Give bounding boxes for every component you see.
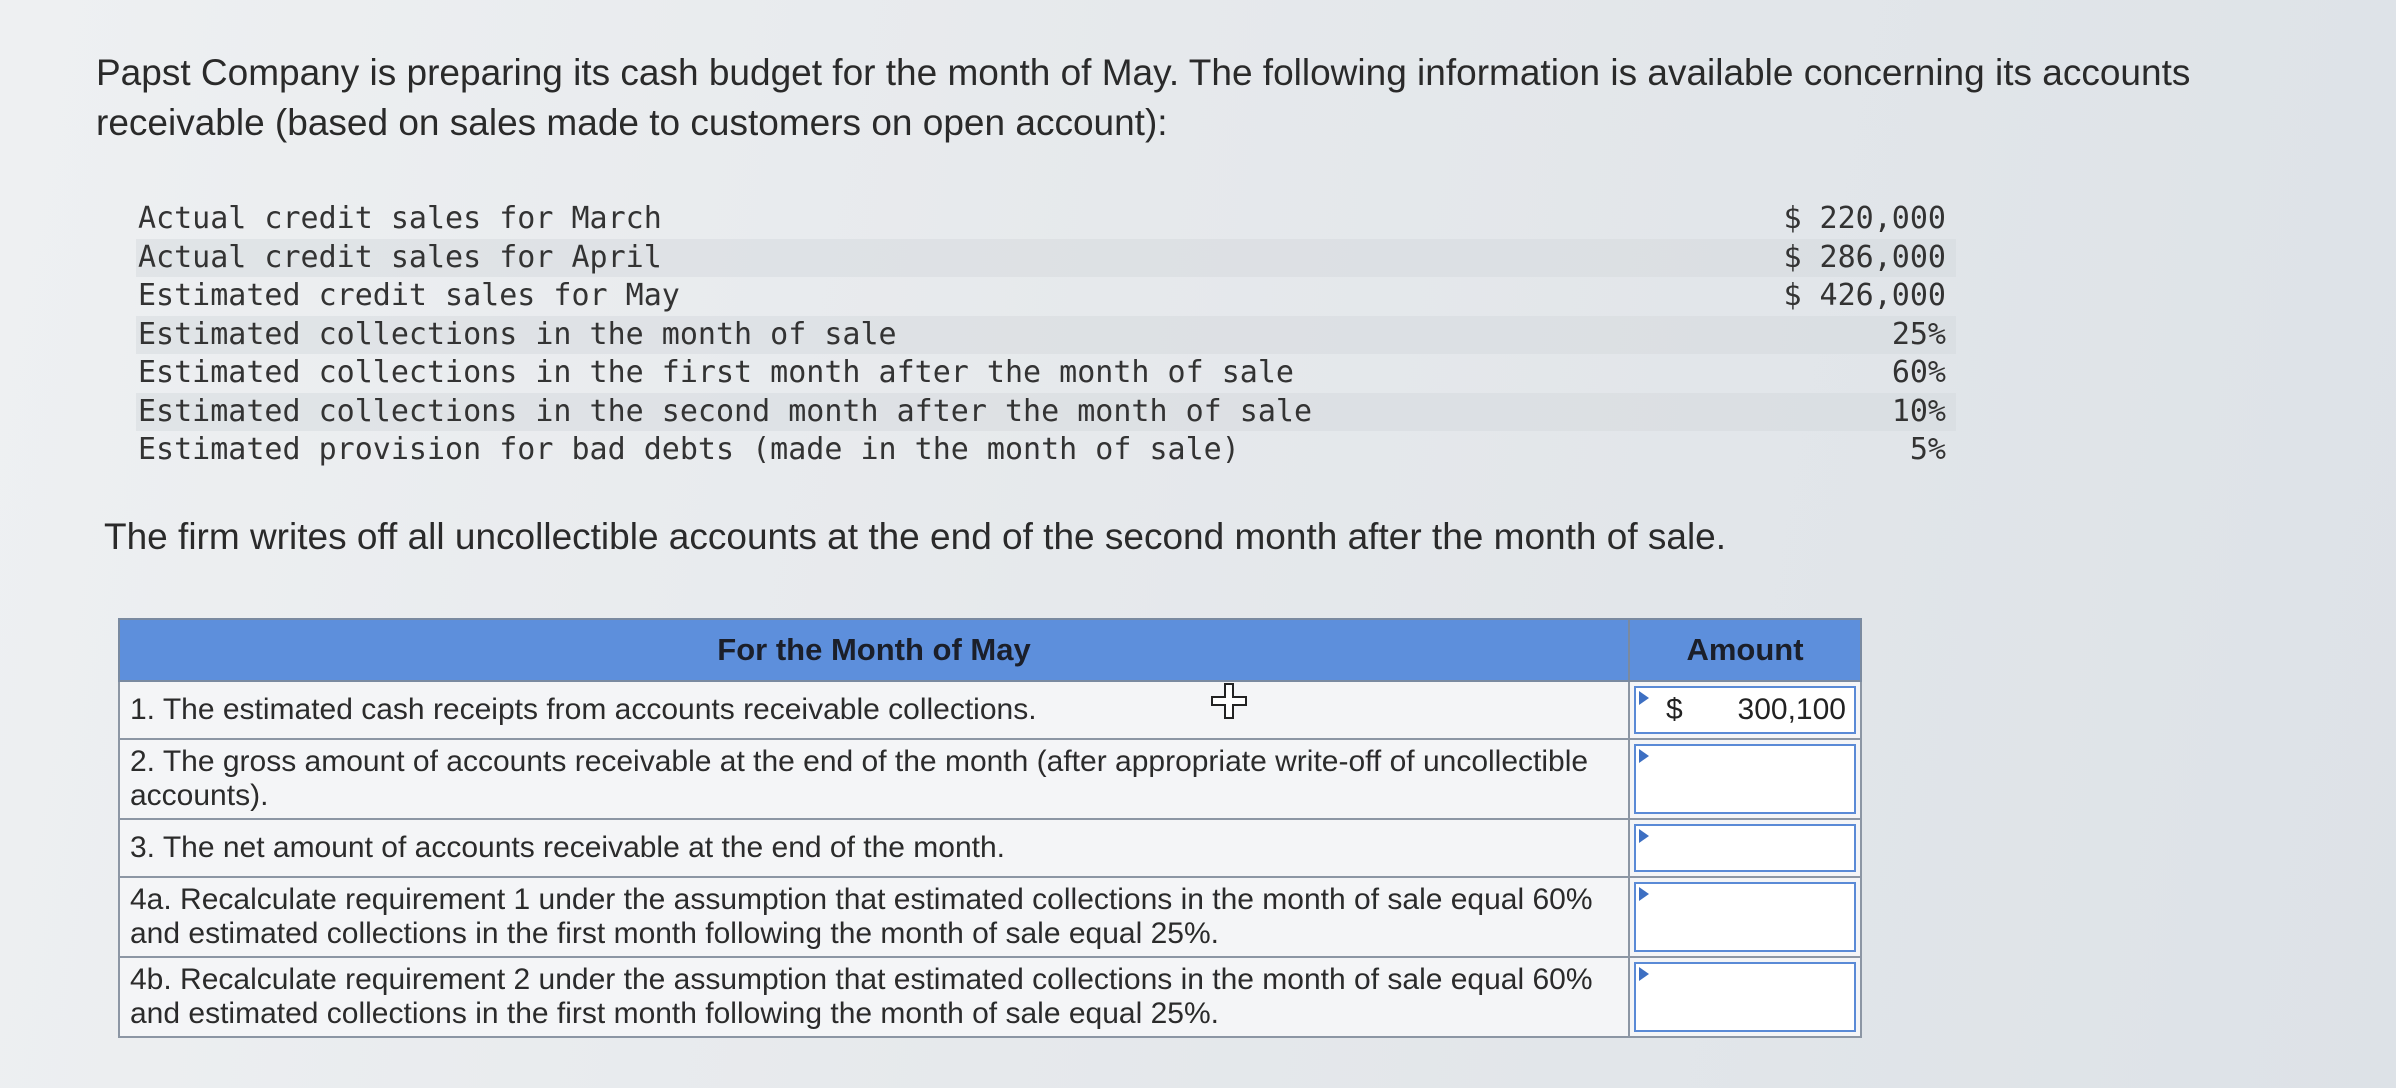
header-amount: Amount [1629, 619, 1861, 681]
table-row [119, 957, 1861, 1037]
requirement-2-amount-input[interactable] [1634, 744, 1856, 814]
data-row [136, 316, 1956, 355]
input-marker-icon [1639, 749, 1649, 763]
requirement-2-text: 2. The gross amount of accounts receivable at the end of the month (after appropriate write-off of uncollectible accounts). [119, 739, 1629, 819]
data-label: Estimated provision for bad debts (made in the month of sale) [138, 432, 1240, 467]
requirement-1-amount-cell[interactable] [1629, 681, 1861, 739]
requirement-4b-text: 4b. Recalculate requirement 2 under the assumption that estimated collections in the month of sale equal 60% and estimated collections in the first month following the month of sale equal 25%. [119, 957, 1629, 1037]
requirement-3-text: 3. The net amount of accounts receivable at the end of the month. [119, 819, 1629, 877]
data-label: Estimated collections in the first month after the month of sale [138, 355, 1294, 390]
problem-intro [96, 48, 2346, 148]
currency-symbol: $ [1666, 693, 1683, 726]
input-marker-icon [1639, 887, 1649, 901]
data-row [136, 277, 1956, 316]
input-marker-icon [1639, 691, 1649, 705]
data-label: Estimated credit sales for May [138, 278, 680, 313]
data-value: 10% [1891, 393, 1946, 429]
table-row [119, 681, 1861, 739]
input-marker-icon [1639, 967, 1649, 981]
table-row [119, 739, 1861, 819]
requirements-table [118, 618, 1862, 1038]
intro-line-1: Papst Company is preparing its cash budget for the month of May. The following information is available concerning its accounts [96, 52, 2191, 93]
requirement-4b-amount-input[interactable] [1634, 962, 1856, 1032]
data-row [136, 393, 1956, 432]
requirement-3-amount-input[interactable] [1634, 824, 1856, 872]
requirement-4a-text: 4a. Recalculate requirement 1 under the assumption that estimated collections in the month of sale equal 60% and estimated collections in the first month following the month of sale equal 25%. [119, 877, 1629, 957]
data-label: Estimated collections in the second month after the month of sale [138, 393, 1312, 429]
given-data-list [136, 200, 1956, 470]
data-value: $ 220,000 [1783, 201, 1946, 236]
data-label: Actual credit sales for March [138, 201, 662, 236]
data-value: $ 426,000 [1783, 278, 1946, 313]
header-description: For the Month of May [119, 619, 1629, 681]
requirement-1-text: 1. The estimated cash receipts from accounts receivable collections. [119, 681, 1629, 739]
requirement-4a-amount-input[interactable] [1634, 882, 1856, 952]
requirement-2-amount-cell[interactable] [1629, 739, 1861, 819]
requirement-1-amount-input[interactable] [1634, 686, 1856, 734]
table-header-row [119, 619, 1861, 681]
data-value: 25% [1891, 316, 1946, 352]
data-row [136, 354, 1956, 393]
amount-value[interactable]: 300,100 [1737, 693, 1846, 726]
requirement-4b-amount-cell[interactable] [1629, 957, 1861, 1037]
requirement-3-amount-cell[interactable] [1629, 819, 1861, 877]
requirement-4a-amount-cell[interactable] [1629, 877, 1861, 957]
data-value: $ 286,000 [1783, 239, 1946, 275]
data-row [136, 239, 1956, 278]
data-row [136, 200, 1956, 239]
input-marker-icon [1639, 829, 1649, 843]
data-value: 5% [1909, 432, 1946, 467]
data-row [136, 431, 1956, 470]
data-value: 60% [1891, 355, 1946, 390]
intro-line-2: receivable (based on sales made to customers on open account): [96, 102, 1168, 143]
data-label: Actual credit sales for April [138, 239, 662, 275]
move-cursor-icon [1210, 682, 1248, 720]
table-row [119, 877, 1861, 957]
data-label: Estimated collections in the month of sale [138, 316, 897, 352]
table-row [119, 819, 1861, 877]
write-off-note: The firm writes off all uncollectible accounts at the end of the second month after the month of sale. [104, 516, 1727, 557]
